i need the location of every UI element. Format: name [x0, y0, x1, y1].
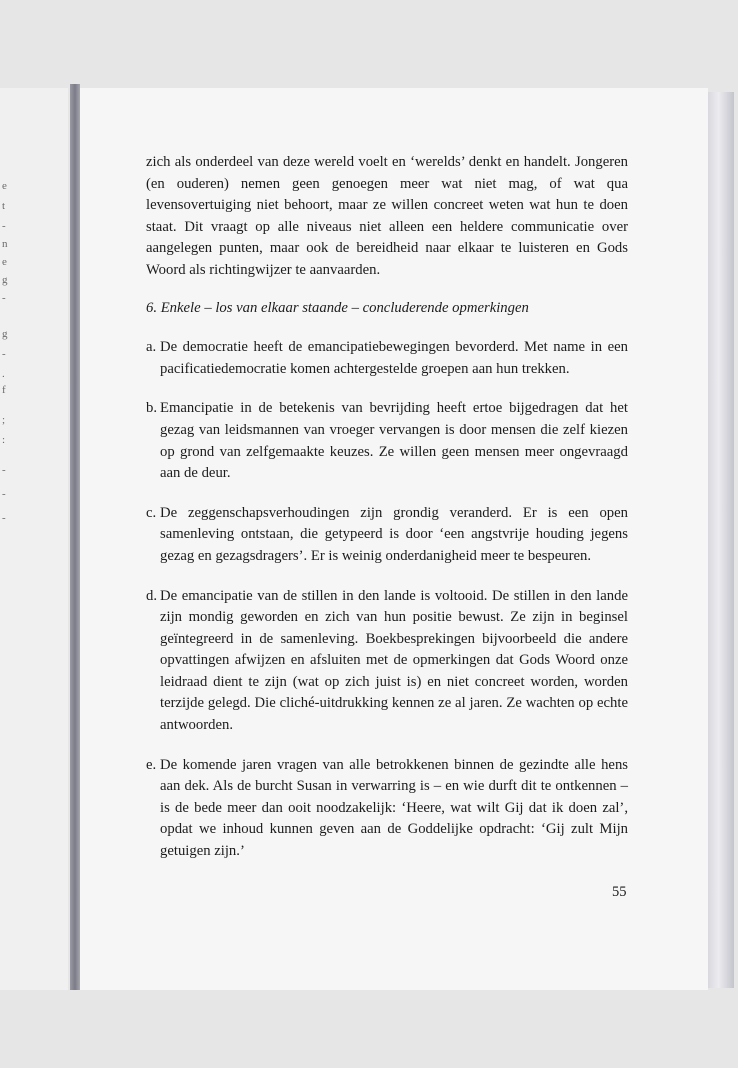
margin-fragment: . — [2, 368, 5, 380]
list-marker: d. — [146, 587, 158, 604]
margin-fragment: - — [2, 488, 6, 500]
margin-fragment: g — [2, 274, 8, 286]
margin-fragment: e — [2, 256, 7, 268]
list-item-text: De komende jaren vragen van alle betrokkenen binnen de gezindte alle hens aan dek. Als de burcht Susan in verwarring is – en wie durft dit te ontkennen – is de bede meer dan ooit noodzakelijk: ‘Heere, wat wilt Gij dat ik doen zal’, opdat we inhoud kunnen geven aan de Goddelijke opdracht: ‘Gij zult Mijn getuigen zijn.’ — [160, 756, 628, 860]
list-item — [146, 755, 628, 863]
margin-fragment: g — [2, 328, 8, 340]
list-marker: a. — [146, 339, 157, 356]
section-heading: 6. Enkele – los van elkaar staande – concluderende opmerkingen — [146, 299, 529, 316]
margin-fragment: : — [2, 434, 6, 446]
book-spine — [70, 84, 80, 990]
list-item-text: De democratie heeft de emancipatiebewegingen bevorderd. Met name in een pacificatiedemocratie komen achtergestelde groepen aan hun trekken. — [160, 339, 628, 377]
margin-fragment: t — [2, 200, 6, 212]
page-body — [146, 152, 628, 881]
list-item-text: De zeggenschapsverhoudingen zijn grondig veranderd. Er is een open samenleving ontstaan, die getypeerd is door ‘een angstvrije houding jegens gezag en gezagsdragers’. Er is weinig onderdanigheid meer te bespeuren. — [160, 504, 628, 564]
list-item-text: De emancipatie van de stillen in den lande is voltooid. De stillen in den lande zijn mondig geworden en zich van hun positie bewust. Ze zijn in beginsel geïntegreerd in de samenleving. Boekbesprekingen bijvoorbeeld die andere opvattingen afwijzen en afsluiten met de opmerkingen dat Gods Woord onze leidraad dient te zijn (wat op zich juist is) en niet concreet worden, worden terzijde gelegd. Die cliché-uitdrukking kennen ze al jaren. Ze wachten op echte antwoorden. — [160, 587, 628, 734]
margin-fragment: ; — [2, 414, 6, 426]
margin-fragment: f — [2, 384, 6, 396]
list-marker: e. — [146, 756, 157, 773]
margin-fragment: e — [2, 180, 7, 192]
list-item — [146, 337, 628, 380]
page-edge-stack — [708, 92, 734, 988]
list-item — [146, 586, 628, 737]
intro-paragraph: zich als onderdeel van deze wereld voelt en ‘werelds’ denkt en handelt. Jongeren (en ouderen) nemen geen genoegen meer wat niet mag, of wat qua levensovertuiging niet behoort, maar ze willen concreet weten wat hun te doen staat. Dit vraagt op alle niveaus niet alleen een heldere communicatie over aangelegen punten, maar ook de bereidheid naar elkaar te luisteren en Gods Woord als richtingwijzer te aanvaarden. — [146, 154, 628, 278]
page-number: 55 — [612, 884, 627, 900]
list-item — [146, 398, 628, 484]
list-marker: c. — [146, 504, 157, 521]
margin-fragment: - — [2, 464, 6, 476]
margin-fragment: - — [2, 292, 6, 304]
margin-fragment: - — [2, 512, 6, 524]
list-marker: b. — [146, 400, 158, 417]
previous-page-edge — [0, 88, 68, 990]
list-item — [146, 503, 628, 568]
margin-fragment: n — [2, 238, 8, 250]
margin-fragment: - — [2, 220, 6, 232]
margin-fragment: - — [2, 348, 6, 360]
list-item-text: Emancipatie in de betekenis van bevrijding heeft ertoe bijgedragen dat het gezag van leidsmannen van vroeger vervangen is door mensen die zelf kiezen op grond van zelfgemaakte keuzes. Ze willen geen mensen meer ongevraagd aan de deur. — [160, 400, 628, 482]
